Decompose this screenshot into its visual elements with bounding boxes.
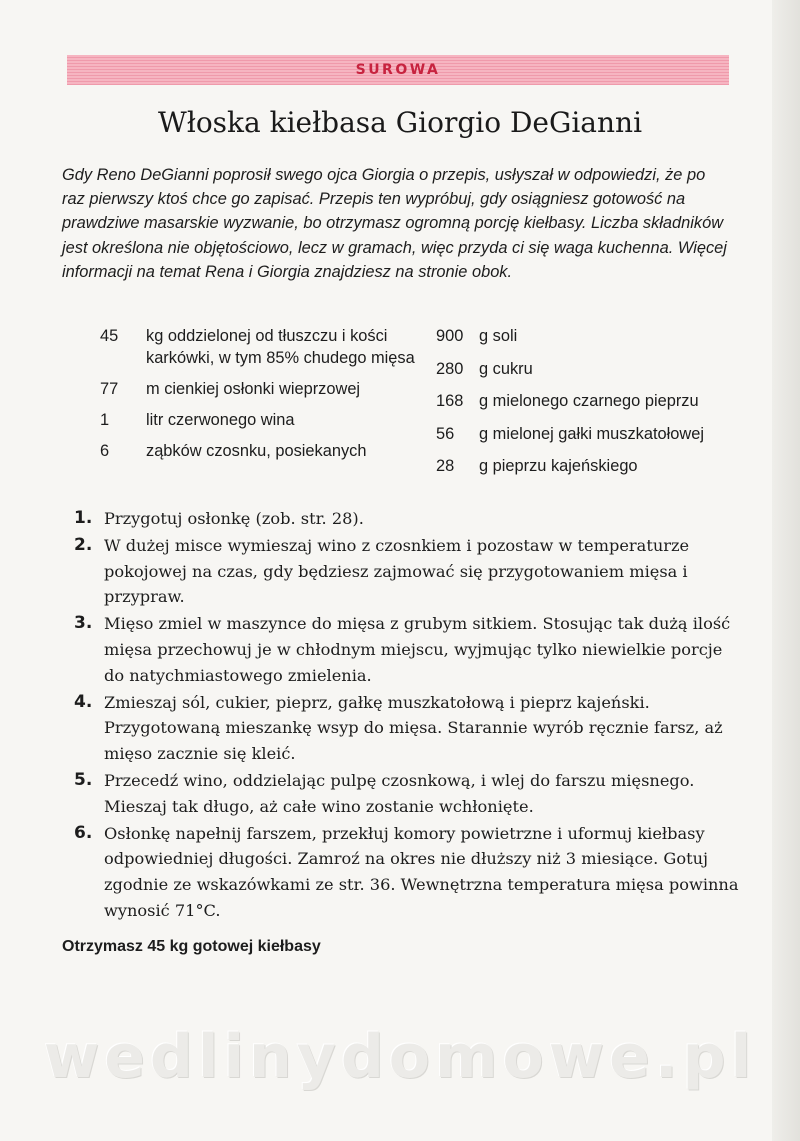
ingredient-text: ząbków czosnku, posiekanych: [146, 442, 367, 460]
ingredient-text: g cukru: [479, 359, 533, 378]
step-number: 3.: [74, 613, 93, 634]
ingredient-item: [100, 440, 430, 462]
category-label: SUROWA: [355, 62, 441, 78]
step-text: Osłonkę napełnij farszem, przekłuj komory powietrzne i uformuj kiełbasy odpowiedniej długości. Zamroź na okres nie dłuższy niż 3 miesiące. Gotuj zgodnie ze wskazówkami ze str. 36. Wewnętrzna temperatura mięsa powinna wynosić 71°C.: [104, 823, 739, 920]
ingredient-item: [100, 409, 430, 431]
ingredient-qty: 56: [436, 424, 455, 443]
ingredient-text: kg oddzielonej od tłuszczu i kości karkówki, w tym 85% chudego mięsa: [146, 327, 415, 367]
ingredient-item: [436, 358, 756, 380]
instruction-step: [74, 690, 744, 767]
category-bar: [67, 55, 729, 85]
ingredient-qty: 77: [100, 380, 119, 398]
ingredient-item: [436, 325, 756, 347]
instruction-step: [74, 506, 744, 532]
instruction-step: [74, 768, 744, 820]
step-text: Mięso zmiel w maszynce do mięsa z grubym sitkiem. Stosując tak dużą ilość mięsa przechowuj je w chłodnym miejscu, wyjmując tylko niewielkie porcje do natychmiastowego zmielenia.: [104, 614, 731, 685]
step-text: W dużej misce wymieszaj wino z czosnkiem i pozostaw w temperaturze pokojowej na czas, gdy będziesz zajmować się przygotowaniem mięsa i przypraw.: [104, 535, 690, 607]
ingredient-text: litr czerwonego wina: [146, 411, 295, 429]
step-number: 5.: [74, 769, 93, 790]
ingredients-right: [436, 325, 756, 488]
ingredient-text: g mielonej gałki muszkatołowej: [479, 424, 705, 443]
ingredient-qty: 168: [436, 392, 464, 410]
step-number: 4.: [74, 691, 93, 712]
ingredient-qty: 1: [100, 411, 110, 429]
recipe-title: Włoska kiełbasa Giorgio DeGianni: [157, 106, 643, 139]
ingredient-item: [436, 423, 756, 445]
ingredients-left: [100, 325, 430, 471]
ingredient-text: g pieprzu kajeńskiego: [479, 457, 638, 475]
ingredient-item: [100, 325, 430, 369]
ingredient-qty: 280: [436, 359, 464, 378]
instruction-step: [74, 533, 744, 610]
step-text: Przecedź wino, oddzielając pulpę czosnkową, i wlej do farszu mięsnego. Mieszaj tak długo, aż całe wino zostanie wchłonięte.: [104, 770, 695, 816]
ingredient-text: m cienkiej osłonki wieprzowej: [146, 380, 361, 398]
ingredient-text: g soli: [479, 327, 518, 345]
ingredient-item: [436, 390, 756, 412]
ingredient-item: [100, 378, 430, 400]
instruction-step: [74, 821, 744, 924]
step-text: Przygotuj osłonkę (zob. str. 28).: [104, 509, 364, 528]
ingredient-item: [436, 455, 756, 477]
step-number: 6.: [74, 822, 93, 843]
instructions-list: [74, 506, 744, 925]
ingredient-qty: 6: [100, 442, 110, 460]
recipe-yield: Otrzymasz 45 kg gotowej kiełbasy: [62, 938, 321, 955]
instruction-step: [74, 611, 744, 688]
recipe-intro: Gdy Reno DeGianni poprosił swego ojca Giorgia o przepis, usłyszał w odpowiedzi, że po raz pierwszy ktoś chce go zapisać. Przepis ten wypróbuj, gdy osiągniesz gotowość na prawdziwe masarskie wyzwanie, bo otrzymasz ogromną porcję kiełbasy. Liczba składników jest określona nie objętościowo, lecz w gramach, więc przyda ci się waga kuchenna. Więcej informacji na temat Rena i Giorgia znajdziesz na stronie obok.: [62, 166, 727, 281]
step-number: 1.: [74, 508, 93, 528]
step-number: 2.: [74, 534, 93, 555]
ingredient-qty: 900: [436, 327, 464, 345]
step-text: Zmieszaj sól, cukier, pieprz, gałkę muszkatołową i pieprz kajeński. Przygotowaną mieszankę wsyp do mięsa. Starannie wyrób ręcznie farsz, aż mięso zacznie się kleić.: [104, 692, 723, 764]
watermark: wedlinydomowe.pl: [43, 1022, 757, 1092]
ingredient-text: g mielonego czarnego pieprzu: [479, 392, 699, 410]
page-edge: [772, 0, 800, 1141]
ingredient-qty: 28: [436, 457, 455, 475]
ingredient-qty: 45: [100, 327, 119, 345]
